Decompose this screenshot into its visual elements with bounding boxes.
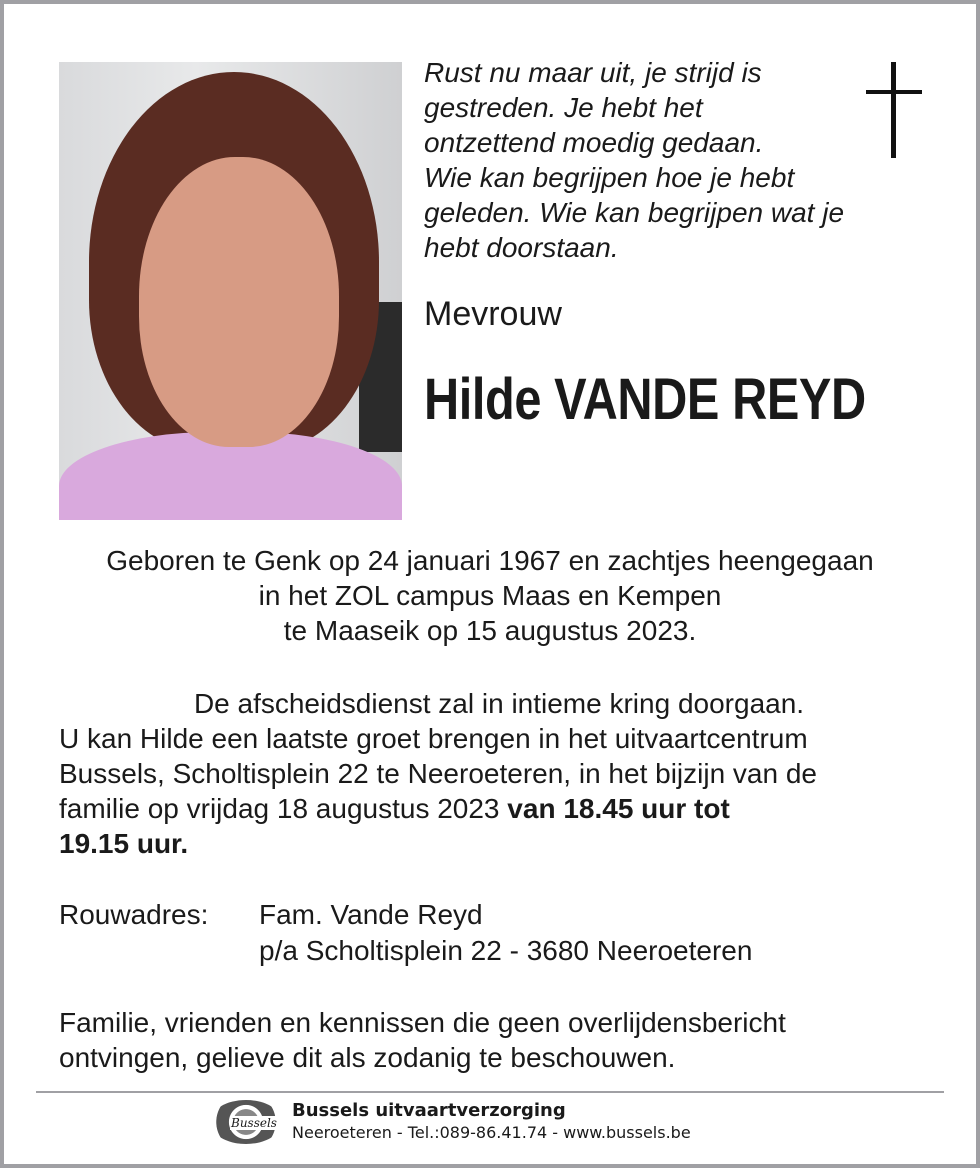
service-line <box>59 791 939 826</box>
service-line: Bussels, Scholtisplein 22 te Neeroeteren, in het bijzijn van de <box>59 758 817 789</box>
poem-line: geleden. Wie kan begrijpen wat je <box>424 197 845 228</box>
portrait-photo <box>59 62 402 520</box>
poem-line: Rust nu maar uit, je strijd is <box>424 57 762 88</box>
service-info <box>59 686 939 861</box>
poem-line: Wie kan begrijpen hoe je hebt <box>424 162 795 193</box>
address-line: Fam. Vande Reyd <box>259 899 483 930</box>
born-line: te Maaseik op 15 augustus 2023. <box>283 615 697 646</box>
poem-line: ontzettend moedig gedaan. <box>424 127 764 158</box>
notice-line: Familie, vrienden en kennissen die geen overlijdensbericht <box>59 1007 786 1038</box>
footer-divider <box>36 1091 944 1093</box>
address-line: p/a Scholtisplein 22 - 3680 Neeroeteren <box>259 935 753 966</box>
service-line: De afscheidsdienst zal in intieme kring doorgaan. <box>193 688 805 719</box>
funeral-firm-name: Bussels uitvaartverzorging <box>292 1100 566 1121</box>
service-time: van 18.45 uur tot <box>507 793 730 824</box>
poem-line: hebt doorstaan. <box>424 232 619 263</box>
service-time: 19.15 uur. <box>59 828 189 859</box>
deceased-name: Hilde VANDE REYD <box>424 367 866 432</box>
bussels-logo: Bussels <box>210 1100 282 1144</box>
closing-notice <box>59 1005 786 1075</box>
born-line: in het ZOL campus Maas en Kempen <box>258 580 722 611</box>
service-line <box>59 826 939 861</box>
funeral-firm-contact: Neeroeteren - Tel.:089-86.41.74 - www.bussels.be <box>292 1123 691 1142</box>
address-value <box>259 897 752 969</box>
address-label: Rouwadres: <box>59 899 209 930</box>
honorific: Mevrouw <box>424 295 562 333</box>
poem-line: gestreden. Je hebt het <box>424 92 703 123</box>
poem <box>424 55 844 265</box>
birth-death-info <box>0 543 980 648</box>
cross-icon <box>866 62 922 158</box>
service-line: U kan Hilde een laatste groet brengen in het uitvaartcentrum <box>59 723 808 754</box>
service-text: familie op vrijdag 18 augustus 2023 <box>59 793 508 824</box>
born-line: Geboren te Genk op 24 januari 1967 en zachtjes heengegaan <box>106 545 874 576</box>
notice-line: ontvingen, gelieve dit als zodanig te beschouwen. <box>59 1042 676 1073</box>
